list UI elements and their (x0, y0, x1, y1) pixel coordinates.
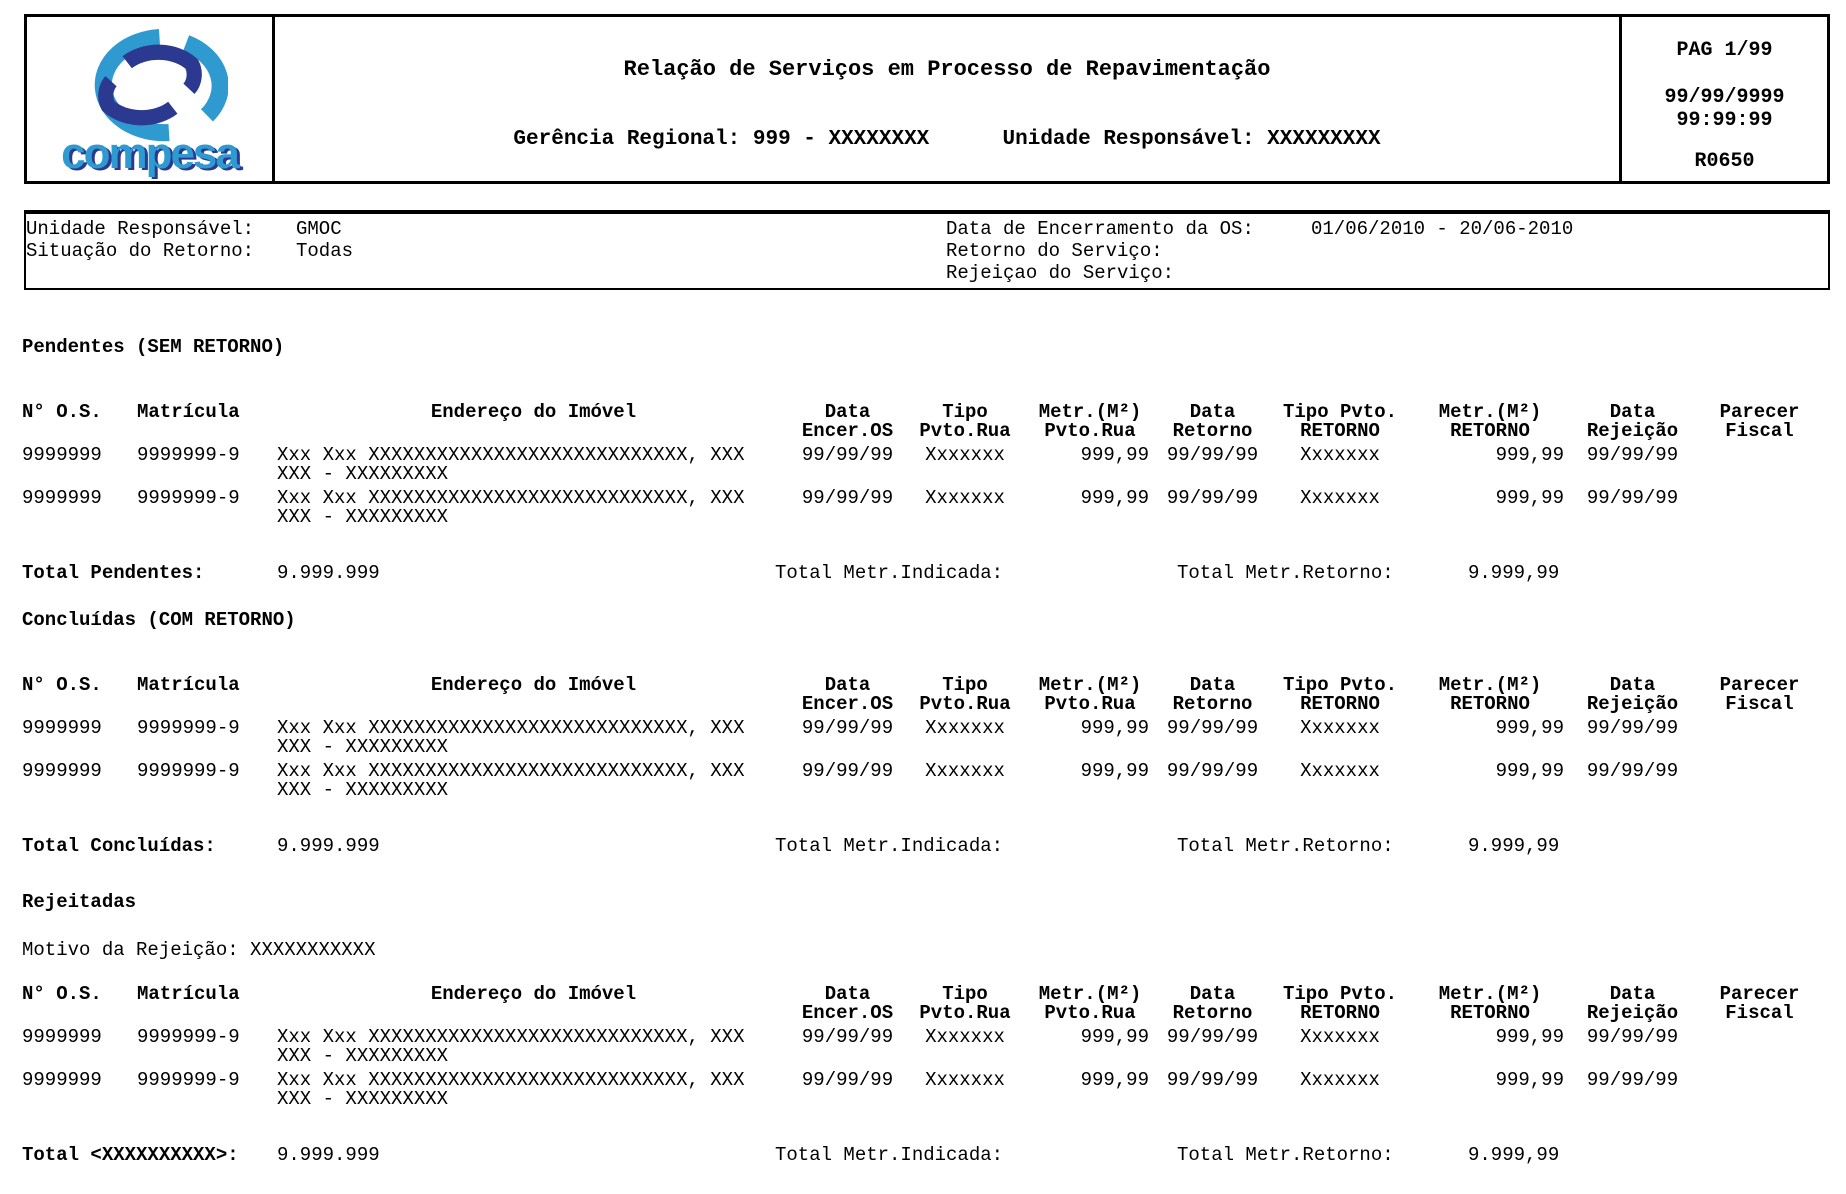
table-header-row (22, 985, 1824, 1023)
col-header-matricula (137, 985, 277, 1004)
header-line-1: Data (824, 983, 871, 1005)
col-header-metr-retorno (1410, 985, 1570, 1023)
cell-tipo-retorno: Xxxxxxx (1300, 487, 1380, 509)
col-header-endereco (277, 403, 790, 422)
report-time: 99:99:99 (1676, 109, 1773, 132)
col-header-parecer (1695, 403, 1824, 441)
filter-row-encerramento (946, 218, 1573, 240)
cell-data-retorno: 99/99/99 (1166, 760, 1259, 782)
header-line-1: Matrícula (137, 401, 240, 423)
rejection-reason-value: XXXXXXXXXXX (250, 939, 376, 961)
report-header (24, 14, 1830, 184)
rejection-reason-line (22, 940, 1846, 960)
endereco-line-2: XXX - XXXXXXXXX (277, 463, 449, 485)
table-row (22, 762, 1824, 800)
report-subheader (275, 129, 1619, 151)
header-line-1: Matrícula (137, 983, 240, 1005)
filter-row-unidade (26, 218, 353, 240)
table-header-row (22, 676, 1824, 714)
cell-matricula: 9999999-9 (137, 1026, 240, 1048)
section-title: Pendentes (SEM RETORNO) (22, 336, 285, 358)
header-line-1: Metr.(M²) (1438, 401, 1542, 423)
header-line-1: Metr.(M²) (1438, 983, 1542, 1005)
col-header-data-rejeicao (1570, 985, 1695, 1023)
header-line-1: N° O.S. (22, 983, 102, 1005)
cell-data-rejeicao: 99/99/99 (1586, 760, 1679, 782)
gerencia-regional-label: Gerência Regional: (513, 128, 741, 151)
header-line-2: Pvto.Rua (1044, 1002, 1136, 1024)
situacao-filter-label: Situação do Retorno: (26, 240, 255, 262)
header-line-1: Parecer (1719, 401, 1800, 423)
cell-data-retorno: 99/99/99 (1166, 1069, 1259, 1091)
cell-tipo-retorno: Xxxxxxx (1300, 1026, 1380, 1048)
col-header-matricula (137, 676, 277, 695)
cell-data-rejeicao: 99/99/99 (1586, 487, 1679, 509)
col-header-data-rejeicao (1570, 676, 1695, 714)
cell-tipo-pvto: Xxxxxxx (925, 444, 1005, 466)
cell-metr-retorno: 999,99 (1495, 1026, 1564, 1048)
col-header-tipo-retorno (1270, 403, 1410, 441)
section-title: Concluídas (COM RETORNO) (22, 609, 296, 631)
endereco-line-1: Xxx Xxx XXXXXXXXXXXXXXXXXXXXXXXXXXXX, XXX (277, 444, 745, 466)
encerramento-filter-label: Data de Encerramento da OS: (946, 218, 1254, 240)
cell-matricula: 9999999-9 (137, 717, 240, 739)
cell-tipo-pvto: Xxxxxxx (925, 760, 1005, 782)
cell-os: 9999999 (22, 1069, 102, 1091)
endereco-line-2: XXX - XXXXXXXXX (277, 1045, 449, 1067)
section-totals (0, 836, 1846, 858)
header-line-2: Retorno (1172, 420, 1253, 442)
total-metr-indicada-label: Total Metr.Indicada: (775, 562, 1004, 584)
endereco-line-1: Xxx Xxx XXXXXXXXXXXXXXXXXXXXXXXXXXXX, XXX (277, 760, 745, 782)
total-metr-retorno-label: Total Metr.Retorno: (1177, 835, 1394, 857)
filter-left-column (26, 218, 353, 262)
total-metr-retorno-label: Total Metr.Retorno: (1177, 562, 1394, 584)
header-line-1: Data (1609, 401, 1656, 423)
compesa-logo (27, 17, 275, 181)
cell-metr-pvto: 999,99 (1080, 444, 1149, 466)
cell-matricula: 9999999-9 (137, 1069, 240, 1091)
table-header-row (22, 403, 1824, 441)
header-line-2: Retorno (1172, 693, 1253, 715)
services-table (22, 403, 1824, 527)
cell-metr-retorno: 999,99 (1495, 760, 1564, 782)
col-header-endereco (277, 985, 790, 1004)
cell-metr-pvto: 999,99 (1080, 717, 1149, 739)
header-line-1: Parecer (1719, 674, 1800, 696)
cell-endereco (277, 1071, 790, 1109)
report-section (0, 892, 1846, 1167)
cell-data-encer: 99/99/99 (801, 444, 894, 466)
cell-os: 9999999 (22, 760, 102, 782)
total-label: Total <XXXXXXXXXX>: (22, 1144, 239, 1166)
cell-tipo-pvto: Xxxxxxx (925, 717, 1005, 739)
col-header-tipo-pvto (905, 985, 1025, 1023)
header-line-2: Rejeição (1586, 693, 1679, 715)
col-header-data-retorno (1155, 403, 1270, 441)
col-header-data-retorno (1155, 985, 1270, 1023)
col-header-data-encer (790, 985, 905, 1023)
header-line-1: Metr.(M²) (1038, 983, 1142, 1005)
header-line-2: RETORNO (1450, 1002, 1530, 1024)
cell-data-encer: 99/99/99 (801, 487, 894, 509)
header-line-2: Pvto.Rua (1044, 420, 1136, 442)
cell-data-encer: 99/99/99 (801, 717, 894, 739)
col-header-metr-retorno (1410, 403, 1570, 441)
cell-data-retorno: 99/99/99 (1166, 487, 1259, 509)
endereco-line-1: Xxx Xxx XXXXXXXXXXXXXXXXXXXXXXXXXXXX, XXX (277, 717, 745, 739)
total-value: 9.999.999 (277, 835, 380, 857)
cell-data-retorno: 99/99/99 (1166, 717, 1259, 739)
col-header-data-encer (790, 676, 905, 714)
section-title: Rejeitadas (22, 891, 137, 913)
header-line-2: Pvto.Rua (919, 693, 1011, 715)
cell-tipo-retorno: Xxxxxxx (1300, 444, 1380, 466)
header-line-1: Data (1189, 674, 1236, 696)
page-number: PAG 1/99 (1676, 39, 1773, 62)
cell-endereco (277, 489, 790, 527)
col-header-tipo-pvto (905, 403, 1025, 441)
header-line-2: Encer.OS (801, 1002, 894, 1024)
encerramento-filter-value: 01/06/2010 - 20/06-2010 (1311, 218, 1574, 240)
cell-os: 9999999 (22, 444, 102, 466)
cell-os: 9999999 (22, 487, 102, 509)
unidade-responsavel-label: Unidade Responsável: (1002, 128, 1255, 151)
cell-endereco (277, 1028, 790, 1066)
report-section (0, 337, 1846, 585)
col-header-data-rejeicao (1570, 403, 1695, 441)
table-row (22, 1071, 1824, 1109)
total-metr-retorno-value: 9.999,99 (1468, 835, 1560, 857)
header-line-2: Pvto.Rua (919, 420, 1011, 442)
header-line-1: Tipo Pvto. (1282, 674, 1398, 696)
compesa-swirl-icon (72, 28, 228, 142)
col-header-metr-pvto (1025, 676, 1155, 714)
gerencia-regional-value: 999 - XXXXXXXX (752, 128, 930, 151)
header-line-1: Endereço do Imóvel (430, 674, 637, 696)
cell-tipo-retorno: Xxxxxxx (1300, 717, 1380, 739)
total-metr-indicada-label: Total Metr.Indicada: (775, 835, 1004, 857)
cell-tipo-pvto: Xxxxxxx (925, 487, 1005, 509)
col-header-metr-pvto (1025, 985, 1155, 1023)
cell-metr-retorno: 999,99 (1495, 487, 1564, 509)
col-header-metr-retorno (1410, 676, 1570, 714)
col-header-metr-pvto (1025, 403, 1155, 441)
table-row (22, 446, 1824, 484)
header-line-2: Rejeição (1586, 420, 1679, 442)
cell-metr-pvto: 999,99 (1080, 487, 1149, 509)
cell-tipo-retorno: Xxxxxxx (1300, 760, 1380, 782)
total-metr-retorno-value: 9.999,99 (1468, 1144, 1560, 1166)
header-line-1: Data (824, 674, 871, 696)
services-table (22, 676, 1824, 800)
header-line-1: Metr.(M²) (1038, 674, 1142, 696)
header-line-1: N° O.S. (22, 674, 102, 696)
table-row (22, 1028, 1824, 1066)
cell-data-rejeicao: 99/99/99 (1586, 717, 1679, 739)
section-totals (0, 563, 1846, 585)
header-line-1: Parecer (1719, 983, 1800, 1005)
filter-box (24, 210, 1830, 290)
header-line-1: Data (824, 401, 871, 423)
cell-endereco (277, 719, 790, 757)
services-table (22, 985, 1824, 1109)
header-line-2: Fiscal (1725, 693, 1794, 715)
cell-data-retorno: 99/99/99 (1166, 444, 1259, 466)
cell-metr-pvto: 999,99 (1080, 1069, 1149, 1091)
col-header-parecer (1695, 676, 1824, 714)
total-label: Total Pendentes: (22, 562, 205, 584)
report-title: Relação de Serviços em Processo de Repavimentação (623, 57, 1271, 82)
header-line-1: Tipo Pvto. (1282, 983, 1398, 1005)
rejeicao-filter-label: Rejeiçao do Serviço: (946, 262, 1175, 284)
header-line-2: Pvto.Rua (919, 1002, 1011, 1024)
header-line-1: Tipo (942, 983, 988, 1005)
total-value: 9.999.999 (277, 562, 380, 584)
report-code: R0650 (1694, 150, 1755, 173)
header-line-1: Data (1189, 983, 1236, 1005)
cell-tipo-pvto: Xxxxxxx (925, 1026, 1005, 1048)
unidade-filter-value: GMOC (296, 218, 342, 240)
unidade-filter-label: Unidade Responsável: (26, 218, 255, 240)
cell-data-rejeicao: 99/99/99 (1586, 444, 1679, 466)
cell-data-rejeicao: 99/99/99 (1586, 1069, 1679, 1091)
cell-data-encer: 99/99/99 (801, 1069, 894, 1091)
rejection-reason-label: Motivo da Rejeição: (22, 939, 239, 961)
col-header-endereco (277, 676, 790, 695)
header-line-1: Tipo (942, 674, 988, 696)
cell-tipo-retorno: Xxxxxxx (1300, 1069, 1380, 1091)
col-header-os (22, 985, 137, 1004)
header-line-1: Endereço do Imóvel (430, 983, 637, 1005)
total-metr-indicada-label: Total Metr.Indicada: (775, 1144, 1004, 1166)
cell-endereco (277, 446, 790, 484)
table-row (22, 719, 1824, 757)
report-date: 99/99/9999 (1664, 86, 1785, 109)
cell-tipo-pvto: Xxxxxxx (925, 1069, 1005, 1091)
unidade-responsavel-value: XXXXXXXXX (1267, 128, 1381, 151)
total-label: Total Concluídas: (22, 835, 216, 857)
cell-metr-retorno: 999,99 (1495, 1069, 1564, 1091)
cell-metr-pvto: 999,99 (1080, 1026, 1149, 1048)
header-line-2: Rejeição (1586, 1002, 1679, 1024)
compesa-wordmark: compesa (61, 129, 238, 178)
cell-data-retorno: 99/99/99 (1166, 1026, 1259, 1048)
cell-endereco (277, 762, 790, 800)
header-line-1: Data (1189, 401, 1236, 423)
endereco-line-2: XXX - XXXXXXXXX (277, 506, 449, 528)
header-line-2: RETORNO (1300, 693, 1380, 715)
col-header-data-encer (790, 403, 905, 441)
endereco-line-1: Xxx Xxx XXXXXXXXXXXXXXXXXXXXXXXXXXXX, XXX (277, 1026, 745, 1048)
filter-right-column (946, 218, 1573, 284)
col-header-matricula (137, 403, 277, 422)
situacao-filter-value: Todas (296, 240, 354, 262)
total-metr-retorno-value: 9.999,99 (1468, 562, 1560, 584)
total-metr-retorno-label: Total Metr.Retorno: (1177, 1144, 1394, 1166)
header-line-2: RETORNO (1300, 1002, 1380, 1024)
header-line-2: Pvto.Rua (1044, 693, 1136, 715)
total-value: 9.999.999 (277, 1144, 380, 1166)
col-header-tipo-pvto (905, 676, 1025, 714)
header-line-2: RETORNO (1450, 693, 1530, 715)
report-section (0, 610, 1846, 858)
endereco-line-2: XXX - XXXXXXXXX (277, 1088, 449, 1110)
endereco-line-1: Xxx Xxx XXXXXXXXXXXXXXXXXXXXXXXXXXXX, XXX (277, 1069, 745, 1091)
section-totals (0, 1145, 1846, 1167)
col-header-tipo-retorno (1270, 985, 1410, 1023)
header-line-1: N° O.S. (22, 401, 102, 423)
header-line-2: Fiscal (1725, 1002, 1794, 1024)
header-line-1: Matrícula (137, 674, 240, 696)
header-line-2: Encer.OS (801, 420, 894, 442)
cell-metr-pvto: 999,99 (1080, 760, 1149, 782)
cell-metr-retorno: 999,99 (1495, 717, 1564, 739)
col-header-parecer (1695, 985, 1824, 1023)
header-line-1: Endereço do Imóvel (430, 401, 637, 423)
header-line-2: RETORNO (1450, 420, 1530, 442)
cell-data-rejeicao: 99/99/99 (1586, 1026, 1679, 1048)
col-header-tipo-retorno (1270, 676, 1410, 714)
page-info (1622, 17, 1827, 181)
cell-matricula: 9999999-9 (137, 760, 240, 782)
filter-row-retorno (946, 240, 1573, 262)
header-line-2: Fiscal (1725, 420, 1794, 442)
endereco-line-2: XXX - XXXXXXXXX (277, 736, 449, 758)
header-line-1: Metr.(M²) (1438, 674, 1542, 696)
header-line-2: RETORNO (1300, 420, 1380, 442)
cell-os: 9999999 (22, 1026, 102, 1048)
cell-matricula: 9999999-9 (137, 487, 240, 509)
cell-metr-retorno: 999,99 (1495, 444, 1564, 466)
header-line-1: Tipo Pvto. (1282, 401, 1398, 423)
col-header-data-retorno (1155, 676, 1270, 714)
retorno-filter-label: Retorno do Serviço: (946, 240, 1163, 262)
endereco-line-1: Xxx Xxx XXXXXXXXXXXXXXXXXXXXXXXXXXXX, XXX (277, 487, 745, 509)
col-header-os (22, 676, 137, 695)
header-line-1: Metr.(M²) (1038, 401, 1142, 423)
header-line-1: Tipo (942, 401, 988, 423)
header-line-1: Data (1609, 674, 1656, 696)
filter-row-situacao (26, 240, 353, 262)
cell-data-encer: 99/99/99 (801, 760, 894, 782)
cell-matricula: 9999999-9 (137, 444, 240, 466)
header-line-1: Data (1609, 983, 1656, 1005)
col-header-os (22, 403, 137, 422)
filter-row-rejeicao (946, 262, 1573, 284)
table-row (22, 489, 1824, 527)
report-title-area (275, 17, 1622, 181)
endereco-line-2: XXX - XXXXXXXXX (277, 779, 449, 801)
cell-data-encer: 99/99/99 (801, 1026, 894, 1048)
header-line-2: Encer.OS (801, 693, 894, 715)
header-line-2: Retorno (1172, 1002, 1253, 1024)
cell-os: 9999999 (22, 717, 102, 739)
